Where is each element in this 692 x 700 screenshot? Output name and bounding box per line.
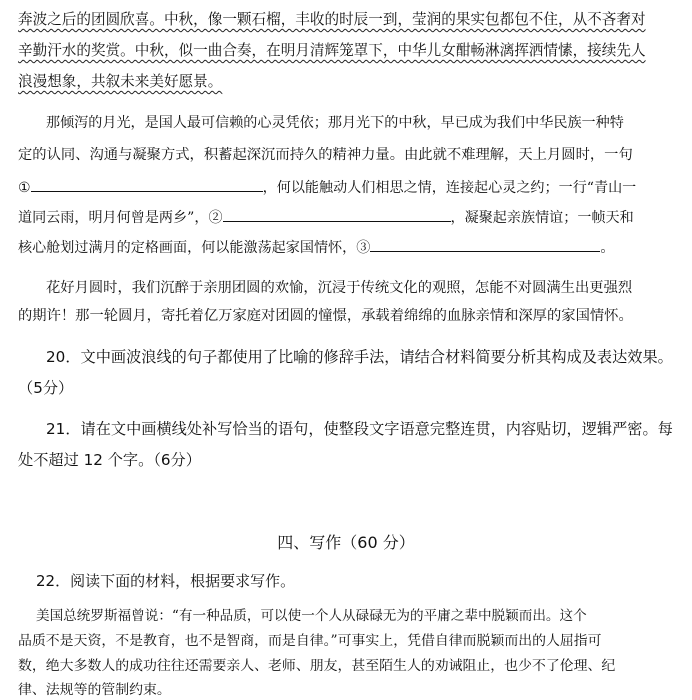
fill-line-1 [18,177,636,198]
passage-wavy-line-3: 浪漫想象，共叙未来美好愿景。 [18,73,223,90]
question-20: 20．文中画波浪线的句子都使用了比喻的修辞手法，请结合材料简要分析其构成及表达效果。 [46,348,673,366]
material-line-4: 律、法规等的管制约束。 [18,682,171,698]
passage-para2-line-2: 定的认同、沟通与凝聚方式，积蓄起深沉而持久的精神力量。由此就不难理解，天上月圆时，一句 [18,147,633,163]
question-21-cont: 处不超过 12 个字。（6分） [18,451,201,469]
fill-line-3 [18,237,614,258]
question-22: 22．阅读下面的材料，根据要求写作。 [36,572,296,590]
question-20-score: （5分） [18,379,74,397]
fill-line-2-text: ，凝聚起亲族情谊；一帧天和 [450,210,634,226]
answer-blank-1[interactable] [31,177,263,192]
passage-wavy-line-2: 辛勤汗水的奖赏。中秋，似一曲合奏，在明月清辉笼罩下，中华儿女酣畅淋漓挥洒情愫，接续先人 [18,42,646,59]
passage-para2-line-1: 那倾泻的月光，是国人最可信赖的心灵凭依；那月光下的中秋，早已成为我们中华民族一种特 [46,115,624,131]
passage-wavy-line-1: 奔波之后的团圆欣喜。中秋，像一颗石榴，丰收的时辰一到，莹润的果实包都包不住，从不吝奢对 [18,11,646,28]
fill-line-2 [18,207,634,228]
material-line-2: 品质不是天资，不是教育，也不是智商，而是自律。”可事实上，凭借自律而脱颖而出的人屈指可 [18,633,602,649]
question-21: 21．请在文中画横线处补写恰当的语句，使整段文字语意完整连贯，内容贴切，逻辑严密。每 [46,420,673,438]
answer-blank-2[interactable] [223,207,451,222]
passage-para3-line-2: 的期许！那一轮圆月，寄托着亿万家庭对团圆的憧憬，承载着绵绵的血脉亲情和深厚的家国情怀。 [18,308,633,324]
passage-para3-line-1: 花好月圆时，我们沉醉于亲朋团圆的欢愉，沉浸于传统文化的观照，怎能不对圆满生出更强烈 [46,280,633,296]
section-heading-writing: 四、写作（60 分） [277,533,415,552]
material-line-3: 数，绝大多数人的成功往往还需要亲人、老师、朋友，甚至陌生人的劝诫阻止，也少不了伦理、纪 [18,658,616,674]
blank-marker-1: ① [18,180,31,196]
fill-line-2-prefix: 道同云雨，明月何曾是两乡”， [18,210,209,226]
blank-marker-2: ② [208,210,223,226]
fill-line-3-prefix: 核心舱划过满月的定格画面，何以能激荡起家国情怀， [18,240,357,256]
fill-line-1-text: ，何以能触动人们相思之情，连接起心灵之约；一行“青山一 [262,180,637,196]
fill-line-3-end: 。 [600,240,615,256]
answer-blank-3[interactable] [370,237,600,252]
blank-marker-3: ③ [356,240,371,256]
material-line-1: 美国总统罗斯福曾说：“有一种品质，可以使一个人从碌碌无为的平庸之辈中脱颖而出。这个 [36,608,587,624]
